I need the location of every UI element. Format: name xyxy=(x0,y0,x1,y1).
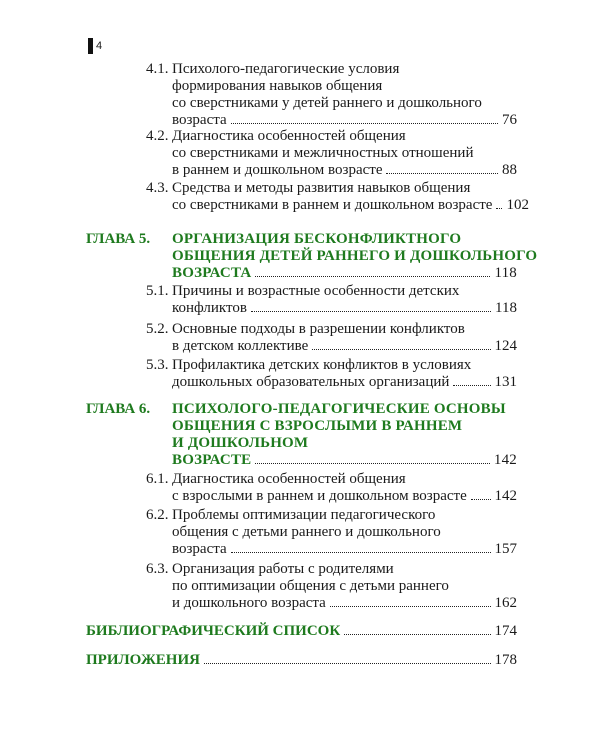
section-title-line: Психолого-педагогические условия xyxy=(172,61,400,77)
leader-dots xyxy=(255,266,490,277)
page-ref: 118 xyxy=(495,300,517,316)
bibliography-title: БИБЛИОГРАФИЧЕСКИЙ СПИСОК xyxy=(86,623,341,639)
chapter-title-line: ОБЩЕНИЯ С ВЗРОСЛЫМИ В РАННЕМ xyxy=(172,418,463,434)
page-ref: 178 xyxy=(494,652,517,668)
section-title-line: Профилактика детских конфликтов в условиях xyxy=(172,357,472,373)
toc-entry-6-1[interactable] xyxy=(0,471,600,505)
section-title-line: и дошкольного возраста xyxy=(172,595,326,611)
section-number: 6.1. xyxy=(146,471,169,487)
chapter-label: ГЛАВА 6. xyxy=(86,401,151,417)
appendices-title: ПРИЛОЖЕНИЯ xyxy=(86,652,200,668)
leader-dots xyxy=(231,113,498,124)
section-title-line: в раннем и дошкольном возрасте xyxy=(172,162,383,178)
section-title-line: Основные подходы в разрешении конфликтов xyxy=(172,321,465,337)
toc-chapter-5[interactable] xyxy=(0,231,600,282)
page-ref: 76 xyxy=(502,112,517,128)
page-marker-bar xyxy=(88,38,93,54)
section-title-line: со сверстниками у детей раннего и дошкольного xyxy=(172,95,482,111)
section-number: 4.3. xyxy=(146,180,169,196)
toc-entry-6-3[interactable] xyxy=(0,561,600,612)
toc-entry-6-2[interactable] xyxy=(0,507,600,558)
section-number: 6.3. xyxy=(146,561,169,577)
chapter-title-line: ОРГАНИЗАЦИЯ БЕСКОНФЛИКТНОГО xyxy=(172,231,462,247)
page-ref: 142 xyxy=(493,452,517,468)
section-title-line: возраста xyxy=(172,112,227,128)
page-ref: 142 xyxy=(494,488,517,504)
toc-entry-5-2[interactable] xyxy=(0,321,600,355)
chapter-title-line: ОБЩЕНИЯ ДЕТЕЙ РАННЕГО И ДОШКОЛЬНОГО xyxy=(172,248,538,264)
leader-dots xyxy=(453,375,490,386)
page-ref: 88 xyxy=(502,162,517,178)
leader-dots xyxy=(204,653,491,664)
chapter-title-line: ВОЗРАСТА xyxy=(172,265,252,281)
section-number: 4.2. xyxy=(146,128,169,144)
section-title-line: с взрослыми в раннем и дошкольном возрасте xyxy=(172,488,467,504)
toc-appendices[interactable] xyxy=(0,652,600,669)
chapter-title-line: И ДОШКОЛЬНОМ xyxy=(172,435,309,451)
leader-dots xyxy=(330,596,491,607)
section-title-line: возраста xyxy=(172,541,227,557)
page-ref: 157 xyxy=(494,541,517,557)
page-ref: 124 xyxy=(494,338,517,354)
section-title-line: в детском коллективе xyxy=(172,338,309,354)
section-number: 5.1. xyxy=(146,283,169,299)
toc-entry-4-2[interactable] xyxy=(0,128,600,179)
section-title-line: Диагностика особенностей общения xyxy=(172,471,406,487)
leader-dots xyxy=(255,453,490,464)
page-ref: 174 xyxy=(494,623,517,639)
section-title-line: Диагностика особенностей общения xyxy=(172,128,406,144)
section-title-line: дошкольных образовательных организаций xyxy=(172,374,450,390)
section-title-line: конфликтов xyxy=(172,300,247,316)
section-title-line: Организация работы с родителями xyxy=(172,561,394,577)
section-title-line: Проблемы оптимизации педагогического xyxy=(172,507,436,523)
toc-entry-4-3[interactable] xyxy=(0,180,600,214)
chapter-label: ГЛАВА 5. xyxy=(86,231,151,247)
toc-entry-4-1[interactable] xyxy=(0,61,600,129)
page-ref: 102 xyxy=(506,197,529,213)
leader-dots xyxy=(231,542,491,553)
leader-dots xyxy=(496,198,502,209)
toc-bibliography[interactable] xyxy=(0,623,600,640)
section-title-line: со сверстниками в раннем и дошкольном возрасте xyxy=(172,197,493,213)
section-title-line: общения с детьми раннего и дошкольного xyxy=(172,524,441,540)
toc-chapter-6[interactable] xyxy=(0,401,600,469)
page-ref: 118 xyxy=(494,265,517,281)
leader-dots xyxy=(344,624,490,635)
toc-entry-5-1[interactable] xyxy=(0,283,600,317)
page-number xyxy=(88,38,102,54)
section-number: 5.2. xyxy=(146,321,169,337)
section-number: 5.3. xyxy=(146,357,169,373)
section-title-line: со сверстниками и межличностных отношений xyxy=(172,145,474,161)
section-title-line: формирования навыков общения xyxy=(172,78,383,94)
page-ref: 162 xyxy=(494,595,517,611)
chapter-title-line: ВОЗРАСТЕ xyxy=(172,452,252,468)
leader-dots xyxy=(386,163,498,174)
section-number: 6.2. xyxy=(146,507,169,523)
page-ref: 131 xyxy=(494,374,517,390)
section-title-line: Причины и возрастные особенности детских xyxy=(172,283,460,299)
leader-dots xyxy=(312,339,490,350)
section-number: 4.1. xyxy=(146,61,169,77)
page-number-text: 4 xyxy=(96,40,103,52)
leader-dots xyxy=(471,489,491,500)
toc-entry-5-3[interactable] xyxy=(0,357,600,391)
section-title-line: по оптимизации общения с детьми раннего xyxy=(172,578,449,594)
leader-dots xyxy=(251,301,491,312)
chapter-title-line: ПСИХОЛОГО-ПЕДАГОГИЧЕСКИЕ ОСНОВЫ xyxy=(172,401,506,417)
section-title-line: Средства и методы развития навыков общения xyxy=(172,180,471,196)
